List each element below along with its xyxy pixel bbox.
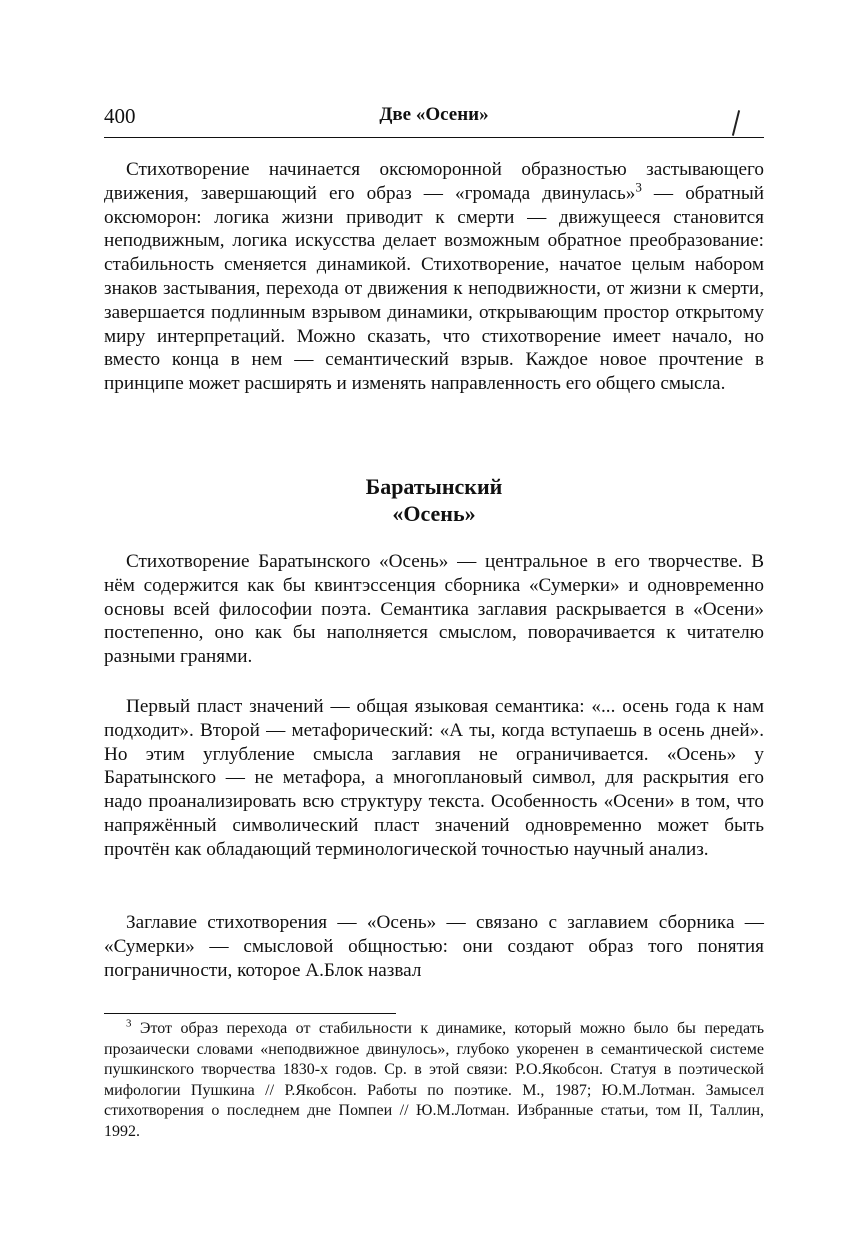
paragraph-3: Первый пласт значений — общая языковая семантика: «... осень года к нам подходит». Второй — метафорический: «А ты, когда вступаешь в осень дней». Но этим углубление смысла заглавия не ограничивается. «Осень» у Баратынского — не метафора, а многоплановый символ, для раскрытия его надо проанализировать всю структуру текста. Особенность «Осени» в том, что напряжённый символический пласт значений одновременно может быть прочтён как обладающий терминологической точностью научный анализ. [104,696,764,860]
paragraph-1 [104,158,764,396]
footnote [104,1019,764,1142]
section-heading-author: Баратынский [365,474,503,499]
footnote-marker: 3 [126,1017,132,1030]
footnote-text: Этот образ перехода от стабильности к динамике, который можно было бы передать прозаически словами «неподвижное двинулось», глубоко укоренен в семантической системе пушкинского творчества 1830-х годов. Ср. в этой связи: Р.О.Якобсон. Статуя в поэтической мифологии Пушкина // Р.Якобсон. Работы по поэтике. М., 1987; Ю.М.Лотман. Замысел стихотворения о последнем дне Помпеи // Ю.М.Лотман. Избранные статьи, том II, Таллин, 1992. [104,1020,764,1140]
header-rule [104,137,764,138]
section-heading [104,473,764,527]
paragraph-2: Стихотворение Баратынского «Осень» — центральное в его творчестве. В нём содержится как бы квинтэссенция сборника «Сумерки» и одновременно основы всей философии поэта. Семантика заглавия раскрывается в «Осени» постепенно, оно как бы наполняется смыслом, поворачивается к читателю разными гранями. [104,551,764,668]
paragraph-4: Заглавие стихотворения — «Осень» — связано с заглавием сборника — «Сумерки» — смысловой общностью: они создают образ того понятия пограничности, которое А.Блок назвал [104,912,764,981]
section-heading-title: «Осень» [392,501,476,526]
paragraph-1-text-a: Стихотворение начинается оксюморонной образностью застывающего движения, завершающий его образ — «громада двинулась» [104,159,764,204]
page-header [104,104,764,136]
page-number: 400 [104,104,136,128]
footnote-reference: 3 [635,179,642,195]
running-title: Две «Осени» [379,104,489,125]
footnote-rule [104,1013,396,1014]
paragraph-1-text-b: — обратный оксюморон: логика жизни приводит к смерти — движущееся становится неподвижным, логика искусства делает возможным обратное преобразование: стабильность сменяется динамикой. Стихотворение, начатое целым набором знаков застывания, перехода от движения к неподвижности, от жизни к смерти, завершается подлинным взрывом динамики, открывающим простор открытому миру интерпретаций. Можно сказать, что стихотворение имеет начало, но вместо конца в нем — семантический взрыв. Каждое новое прочтение в принципе может расширять и изменять направленность его общего смысла. [104,182,764,395]
